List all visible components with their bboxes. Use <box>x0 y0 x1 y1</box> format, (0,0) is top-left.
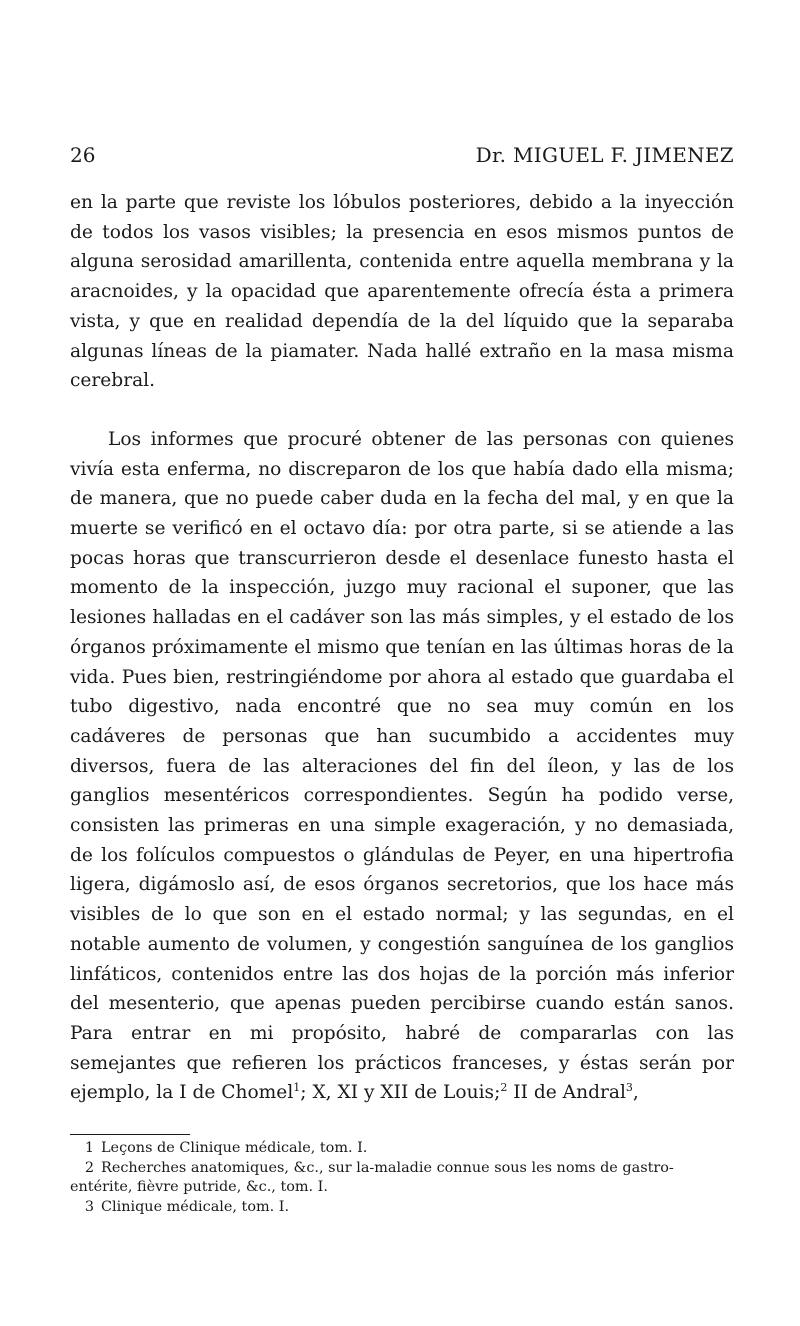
footnote-text: Clinique médicale, tom. I. <box>101 1198 290 1215</box>
paragraph-text: ; X, XI y XII de Louis; <box>300 1082 501 1104</box>
footnote-ref: 2 <box>500 1081 508 1095</box>
running-head <box>70 140 734 170</box>
page-number: 26 <box>70 143 96 167</box>
footnote-number: 1 <box>84 1140 94 1157</box>
footnote-number: 2 <box>84 1159 94 1176</box>
footnote-ref: 1 <box>293 1081 301 1095</box>
book-page <box>70 140 734 1217</box>
footnote <box>70 1159 734 1198</box>
paragraph-text: II de Andral <box>507 1082 626 1104</box>
running-title: Dr. MIGUEL F. JIMENEZ <box>475 143 734 167</box>
paragraph-text: Los informes que procuré obtener de las personas con quienes vivía esta enferma, no discreparon de los que había dado ella misma; de manera, que no puede caber duda en la fecha del mal, y en que la muerte se verificó en el octavo día: por otra parte, si se atiende a las pocas horas que transcurrieron desde el desenlace funesto hasta el momento de la inspección, juzgo muy racional el suponer, que las lesiones halladas en el cadáver son las más simples, y el estado de los órganos próximamente el mismo que tenían en las últimas horas de la vida. Pues bien, restringiéndome por ahora al estado que guardaba el tubo digestivo, nada encontré que no sea muy común en los cadáveres de personas que han sucumbido a accidentes muy diversos, fuera de las alteraciones del fin del íleon, y las de los ganglios mesentéricos correspondientes. Según ha podido verse, consisten las primeras en una simple exageración, y no demasiada, de los folículos compuestos o glándulas de Peyer, en una hipertrofia ligera, digámoslo así, de esos órganos secretorios, que los hace más visibles de lo que son en el estado normal; y las segundas, en el notable aumento de volumen, y congestión sanguínea de los ganglios linfáticos, contenidos entre las dos hojas de la porción más inferior del mesenterio, que apenas pueden percibirse cuando están sanos. Para entrar en mi propósito, habré de compararlas con las semejantes que refieren los prácticos franceses, y éstas serán por ejemplo, la I de Chomel <box>70 428 734 1104</box>
footnote-number: 3 <box>84 1198 94 1215</box>
footnote-divider <box>70 1134 190 1135</box>
body-text <box>70 188 734 1108</box>
footnote-text: Recherches anatomiques, &c., sur la-maladie connue sous les noms de gastro-entérite, fièvre putride, &c., tom. I. <box>70 1159 674 1196</box>
paragraph: en la parte que reviste los lóbulos posteriores, debido a la inyección de todos los vasos visibles; la presencia en esos mismos puntos de alguna serosidad amarillenta, contenida entre aquella membrana y la aracnoides, y la opacidad que aparentemente ofrecía ésta a primera vista, y que en realidad dependía de la del líquido que la separaba algunas líneas de la piamater. Nada hallé extraño en la masa misma cerebral. <box>70 192 734 392</box>
footnotes <box>70 1139 734 1217</box>
paragraph-text: , <box>632 1082 639 1104</box>
paragraph <box>70 425 734 1108</box>
footnote-text: Leçons de Clinique médicale, tom. I. <box>101 1140 368 1157</box>
footnote <box>70 1198 734 1218</box>
footnote-ref: 3 <box>625 1081 633 1095</box>
footnote <box>70 1139 734 1159</box>
